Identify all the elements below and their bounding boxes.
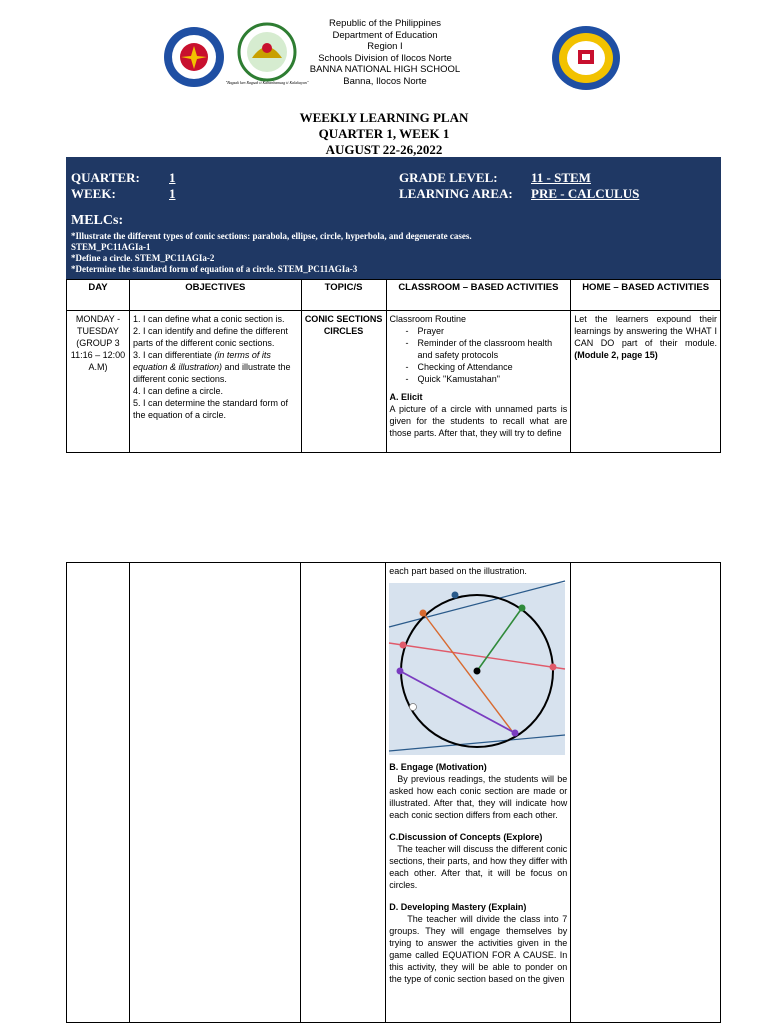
list-item: - Quick "Kamustahan" [406,373,568,385]
melc-1-code: STEM_PC11AGIa-1 [71,242,151,252]
day-cell-empty [67,563,130,1023]
elicit-text: A picture of a circle with unnamed parts is given for the students to recall what are those parts. After that, they will try to define [389,404,568,438]
topic-cell-empty [301,563,386,1023]
objectives-cell-empty [129,563,301,1023]
plan-title-block [0,110,768,158]
routine-title: Classroom Routine [389,314,467,324]
header-day: DAY [67,280,130,311]
explore-title: C.Discussion of Concepts (Explore) [389,832,543,842]
home-cell [571,311,721,453]
objective-5: 5. I can determine the standard form of the equation of a circle. [132,398,289,420]
plan-quarter-week: QUARTER 1, WEEK 1 [318,126,450,141]
day-cell: MONDAY - TUESDAY (GROUP 3 11:16 – 12:00 A.M) [67,311,130,453]
week-value: 1 [169,186,176,201]
home-cell-empty [571,563,721,1023]
deped-seal-icon [163,26,225,88]
explore-text: The teacher will discuss the different conic sections, their parts, and how they differ with each other. After that, it will be focus on circles. [389,844,568,890]
table-header-row [67,280,721,311]
header-classroom: CLASSROOM – BASED ACTIVITIES [386,280,571,311]
quarter-label: QUARTER: [71,170,140,185]
explain-text: The teacher will divide the class into 7 groups. They will engage themselves by trying to answer the activities given in the game called EQUATION FOR A CAUSE. In this activity, they will be able to ponder on the type of conic section based on the given [389,914,568,984]
classroom-cell-continued [386,563,571,1023]
header-line-5: BANNA NATIONAL HIGH SCHOOL [309,64,461,75]
plan-dates: AUGUST 22-26,2022 [325,142,443,157]
motto: "Bagsak ken Ragsak ti Kabanbanuag ti Kalakayan" [225,80,309,85]
home-text: Let the learners expound their learnings by answering the WHAT I CAN DO part of their module. [574,314,717,348]
melc-3: *Determine the standard form of equation of a circle. STEM_PC11AGIa-3 [71,264,358,274]
explain-title: D. Developing Mastery (Explain) [389,902,527,912]
table-row [67,563,721,1023]
home-ref: (Module 2, page 15) [574,350,658,360]
plan-table [66,279,721,453]
objective-1: 1. I can define what a conic section is. [132,314,285,324]
melcs-title: MELCs: [71,213,124,228]
header-line-3: Region I [367,41,403,52]
header-line-4: Schools Division of Ilocos Norte [318,52,452,64]
header-line-6: Banna, Ilocos Norte [343,75,427,87]
header-line-1: Republic of the Philippines [329,18,441,29]
grade-value: 11 - STEM [531,170,591,185]
list-item: - Prayer [406,325,568,337]
school-seal-icon [550,24,622,92]
objective-3: 3. I can differentiate (in terms of its equation & illustration) and illustrate the different conic sections. [132,350,291,384]
table-row [67,311,721,453]
header-line-2: Department of Education [332,29,438,41]
engage-text: By previous readings, the students will be asked how each conic section are made or illustrated. After that, they will indicate how each conic section differs from each other. [389,774,568,820]
agency-header [250,18,520,87]
elicit-title: A. Elicit [389,392,423,402]
quarter-value: 1 [169,170,176,185]
week-label: WEEK: [71,186,116,201]
header-topics: TOPIC/S [301,280,386,311]
header-objectives: OBJECTIVES [129,280,301,311]
info-band [66,157,721,279]
continued-text: each part based on the illustration. [389,566,527,576]
routine-list [390,325,568,385]
plan-table-continued [66,562,721,1023]
melc-2: *Define a circle. STEM_PC11AGIa-2 [71,253,215,263]
objective-2: 2. I can identify and define the different parts of the different conic sections. [132,326,288,348]
topic-cell: CONIC SECTIONS CIRCLES [301,311,386,453]
list-item: - Reminder of the classroom health and safety protocols [406,337,568,361]
area-value: PRE - CALCULUS [531,186,640,201]
area-label: LEARNING AREA: [399,186,513,201]
classroom-cell [386,311,571,453]
header-home: HOME – BASED ACTIVITIES [571,280,721,311]
objectives-cell [129,311,301,453]
plan-title: WEEKLY LEARNING PLAN [299,110,469,125]
objective-4: 4. I can define a circle. [132,386,224,396]
engage-title: B. Engage (Motivation) [389,762,487,772]
grade-label: GRADE LEVEL: [399,170,498,185]
melc-1: *Illustrate the different types of conic sections: parabola, ellipse, circle, hyperbola, and degenerate cases. [71,231,472,241]
circle-parts-illustration [389,583,565,755]
list-item: - Checking of Attendance [406,361,568,373]
